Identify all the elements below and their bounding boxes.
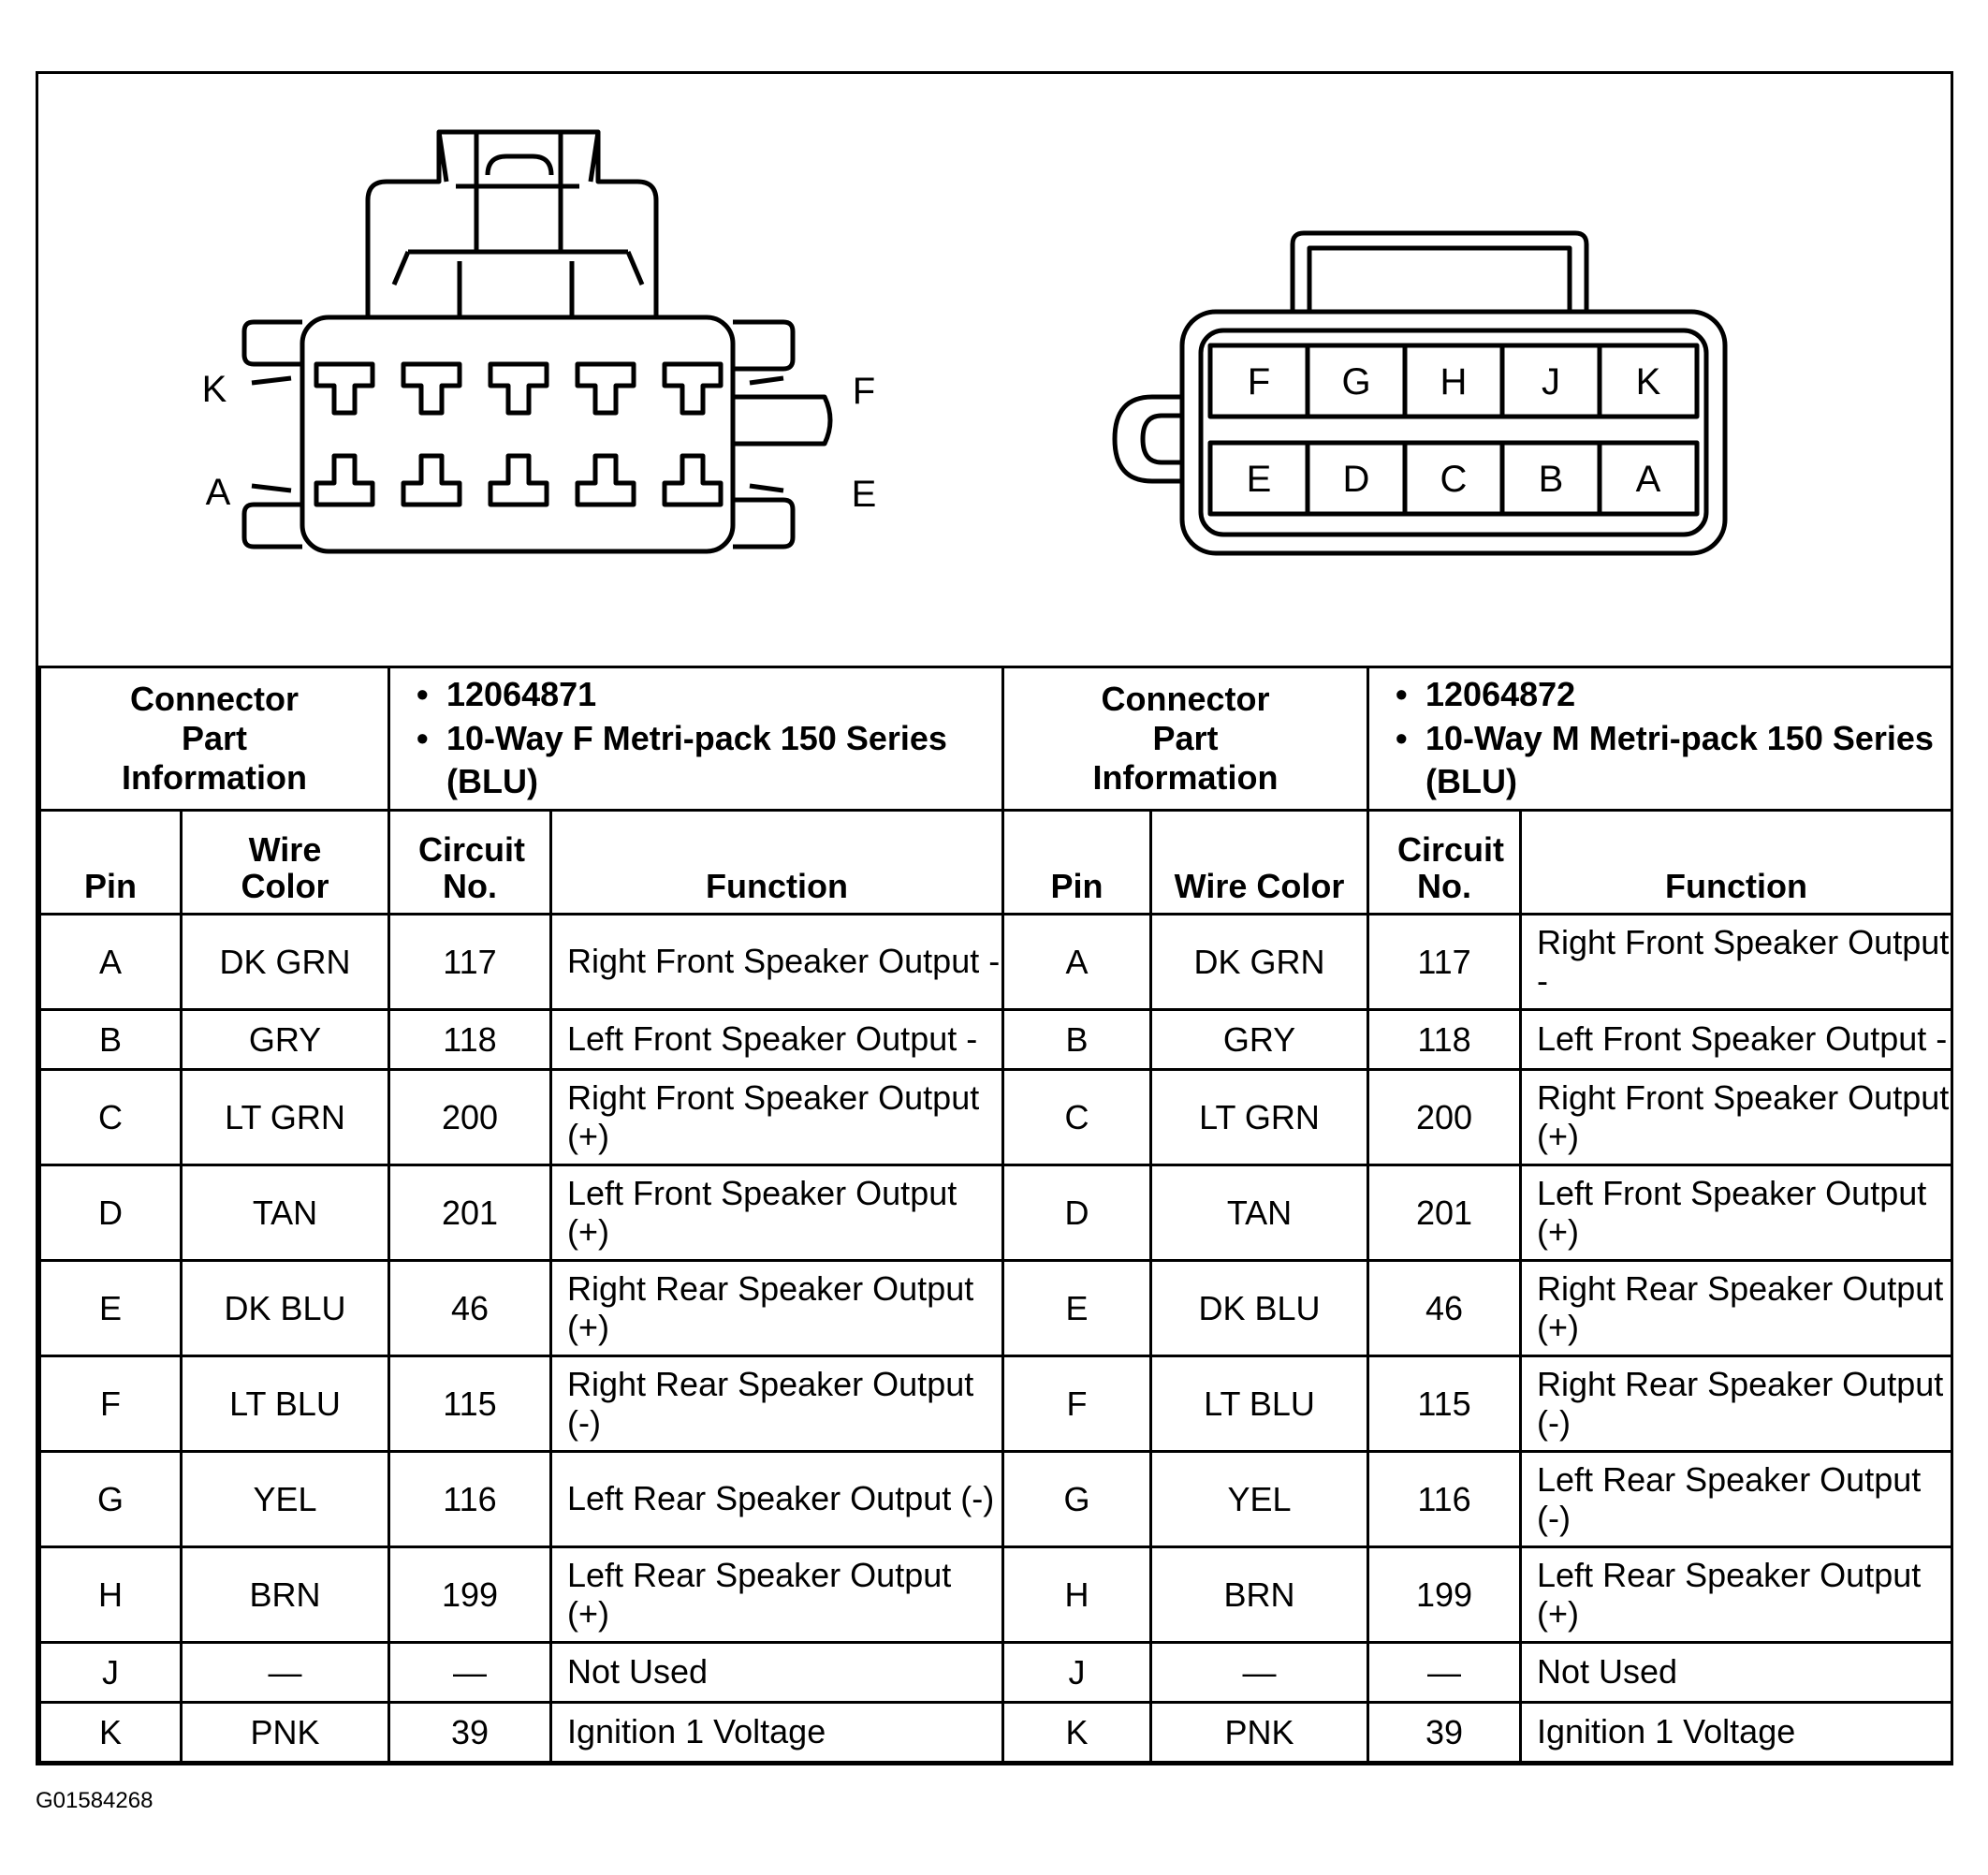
col-header-wire: Wire Color [1151,811,1368,915]
function-cell: Right Rear Speaker Output (-) [1521,1356,1952,1452]
function-cell: Right Front Speaker Output (+) [551,1070,1003,1165]
wire-color-cell: GRY [1151,1010,1368,1070]
function-cell: Not Used [551,1643,1003,1703]
pin-cell: C [1003,1070,1151,1165]
connector-info-label-left: Connector Part Information [40,667,389,811]
circuit-cell: 115 [1368,1356,1521,1452]
function-cell: Left Front Speaker Output (+) [551,1165,1003,1261]
wire-color-cell: LT BLU [1151,1356,1368,1452]
pin-cell: K [40,1703,182,1763]
connector-part-right: • 12064872 • 10-Way M Metri-pack 150 Series (BLU) [1368,667,1952,811]
circuit-cell: 200 [1368,1070,1521,1165]
pin-cell: G [1003,1452,1151,1547]
female-connector-drawing [244,132,830,551]
function-cell: Left Front Speaker Output - [551,1010,1003,1070]
pin-label-a: A [205,472,231,513]
pin-cell: A [1003,915,1151,1010]
wire-color-cell: PNK [182,1703,389,1763]
function-cell: Right Rear Speaker Output (-) [551,1356,1003,1452]
wire-color-cell: LT GRN [1151,1070,1368,1165]
pin-cell: B [40,1010,182,1070]
wire-color-cell: PNK [1151,1703,1368,1763]
function-cell: Right Front Speaker Output - [1521,915,1952,1010]
table-row [40,1452,1952,1547]
pinout-table [38,666,1953,1764]
function-cell: Right Rear Speaker Output (+) [551,1261,1003,1356]
function-cell: Left Rear Speaker Output (-) [1521,1452,1952,1547]
table-row [40,1165,1952,1261]
cavity-label: G [1341,361,1371,403]
pin-cell: A [40,915,182,1010]
circuit-cell: 39 [389,1703,551,1763]
function-cell: Right Front Speaker Output - [551,915,1003,1010]
cavity-label: C [1440,459,1468,500]
column-header-row [40,811,1952,915]
cavity-label: B [1538,459,1564,500]
wire-color-cell: YEL [182,1452,389,1547]
table-row [40,1703,1952,1763]
wire-color-cell: TAN [1151,1165,1368,1261]
part-desc-right: 10-Way M Metri-pack 150 Series (BLU) [1425,718,1934,801]
col-header-wire: Wire Color [182,811,389,915]
pin-cell: F [1003,1356,1151,1452]
circuit-cell: 115 [389,1356,551,1452]
wire-color-cell: — [1151,1643,1368,1703]
circuit-cell: 201 [1368,1165,1521,1261]
col-header-circuit: Circuit No. [1368,811,1521,915]
part-number-right: 12064872 [1425,674,1576,713]
pin-cell: D [40,1165,182,1261]
table-row [40,1643,1952,1703]
pin-cell: E [1003,1261,1151,1356]
connector-info-label-right: Connector Part Information [1003,667,1368,811]
circuit-cell: 39 [1368,1703,1521,1763]
wire-color-cell: DK GRN [182,915,389,1010]
table-row [40,915,1952,1010]
pin-cell: H [40,1547,182,1643]
cavity-label: J [1542,361,1560,403]
function-cell: Left Rear Speaker Output (-) [551,1452,1003,1547]
col-header-circuit: Circuit No. [389,811,551,915]
figure-id: G01584268 [36,1788,153,1813]
wire-color-cell: — [182,1643,389,1703]
pin-cell: C [40,1070,182,1165]
pin-cell: F [40,1356,182,1452]
circuit-cell: 117 [389,915,551,1010]
part-number-left: 12064871 [446,674,597,713]
table-row [40,1261,1952,1356]
connector-info-row [40,667,1952,811]
function-cell: Ignition 1 Voltage [551,1703,1003,1763]
female-terminals-top [316,364,721,413]
function-cell: Right Front Speaker Output (+) [1521,1070,1952,1165]
table-row [40,1010,1952,1070]
function-cell: Left Rear Speaker Output (+) [551,1547,1003,1643]
wire-color-cell: GRY [182,1010,389,1070]
table-row [40,1547,1952,1643]
cavity-label: D [1342,459,1370,500]
circuit-cell: 117 [1368,915,1521,1010]
connector-illustrations [38,74,1951,666]
circuit-cell: 199 [389,1547,551,1643]
circuit-cell: — [1368,1643,1521,1703]
function-cell: Left Front Speaker Output - [1521,1010,1952,1070]
pin-cell: K [1003,1703,1151,1763]
cavity-label: F [1247,361,1271,403]
wire-color-cell: LT GRN [182,1070,389,1165]
pin-label-f: F [852,371,876,412]
wire-color-cell: YEL [1151,1452,1368,1547]
pin-label-k: K [201,369,227,410]
male-connector-drawing [1115,233,1725,553]
wire-color-cell: TAN [182,1165,389,1261]
table-row [40,1070,1952,1165]
circuit-cell: 118 [389,1010,551,1070]
circuit-cell: — [389,1643,551,1703]
col-header-pin: Pin [40,811,182,915]
connector-part-left: • 12064871 • 10-Way F Metri-pack 150 Series (BLU) [389,667,1003,811]
col-header-function: Function [551,811,1003,915]
pin-cell: J [40,1643,182,1703]
pin-cell: J [1003,1643,1151,1703]
circuit-cell: 201 [389,1165,551,1261]
circuit-cell: 46 [1368,1261,1521,1356]
cavity-label: E [1246,459,1272,500]
col-header-pin: Pin [1003,811,1151,915]
pin-cell: H [1003,1547,1151,1643]
cavity-label: K [1635,361,1661,403]
wire-color-cell: DK GRN [1151,915,1368,1010]
cavity-label: H [1440,361,1468,403]
table-row [40,1356,1952,1452]
pin-cell: D [1003,1165,1151,1261]
pin-cell: E [40,1261,182,1356]
cavity-label: A [1635,459,1661,500]
wire-color-cell: BRN [1151,1547,1368,1643]
function-cell: Left Front Speaker Output (+) [1521,1165,1952,1261]
col-header-function: Function [1521,811,1952,915]
female-terminals-bottom [316,456,721,505]
pin-label-e: E [851,474,877,515]
function-cell: Not Used [1521,1643,1952,1703]
wire-color-cell: BRN [182,1547,389,1643]
circuit-cell: 116 [389,1452,551,1547]
wire-color-cell: DK BLU [182,1261,389,1356]
wire-color-cell: LT BLU [182,1356,389,1452]
circuit-cell: 200 [389,1070,551,1165]
circuit-cell: 116 [1368,1452,1521,1547]
function-cell: Right Rear Speaker Output (+) [1521,1261,1952,1356]
connector-diagram-frame [36,71,1953,1765]
function-cell: Left Rear Speaker Output (+) [1521,1547,1952,1643]
circuit-cell: 46 [389,1261,551,1356]
pin-cell: G [40,1452,182,1547]
circuit-cell: 199 [1368,1547,1521,1643]
pin-cell: B [1003,1010,1151,1070]
circuit-cell: 118 [1368,1010,1521,1070]
part-desc-left: 10-Way F Metri-pack 150 Series (BLU) [446,718,947,801]
wire-color-cell: DK BLU [1151,1261,1368,1356]
function-cell: Ignition 1 Voltage [1521,1703,1952,1763]
